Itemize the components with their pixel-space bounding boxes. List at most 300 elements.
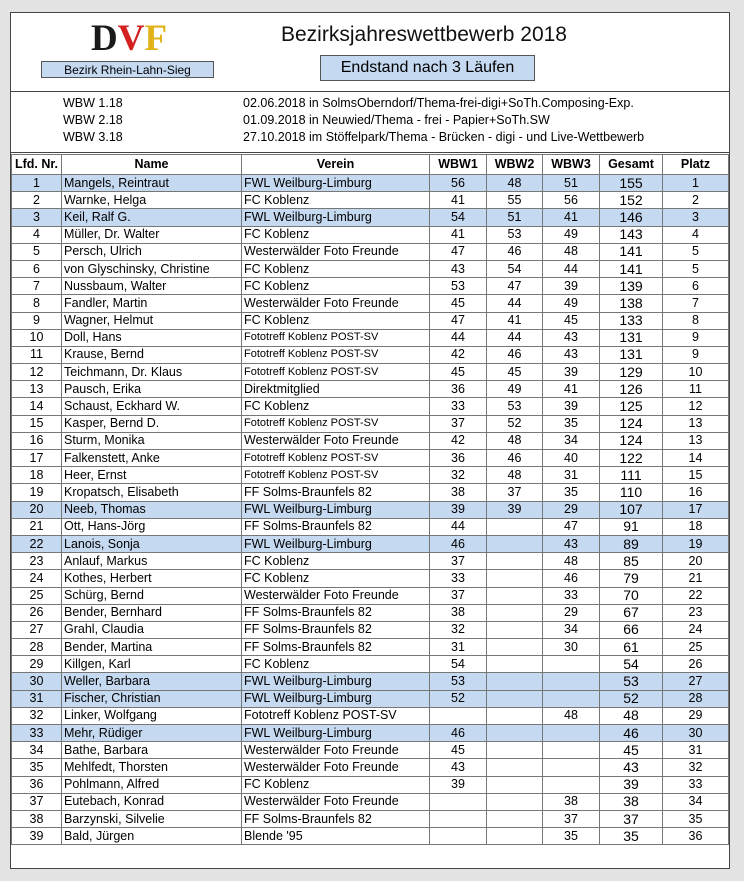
score-wbw3: 40 <box>543 450 600 467</box>
participant-name: Ott, Hans-Jörg <box>62 518 242 535</box>
participant-name: Keil, Ralf G. <box>62 209 242 226</box>
participant-name: Kasper, Bernd D. <box>62 415 242 432</box>
score-total: 66 <box>600 621 663 638</box>
score-wbw2 <box>487 707 543 724</box>
table-row <box>12 725 729 742</box>
score-total: 138 <box>600 295 663 312</box>
score-wbw2: 46 <box>487 243 543 260</box>
rank-place: 1 <box>663 175 729 192</box>
score-wbw3: 33 <box>543 587 600 604</box>
participant-name: Kropatsch, Elisabeth <box>62 484 242 501</box>
score-wbw1: 43 <box>430 260 487 277</box>
participant-name: Heer, Ernst <box>62 467 242 484</box>
score-wbw3 <box>543 673 600 690</box>
table-row <box>12 759 729 776</box>
score-wbw3: 44 <box>543 260 600 277</box>
score-total: 43 <box>600 759 663 776</box>
score-wbw2 <box>487 742 543 759</box>
column-header-wbw3: WBW3 <box>543 155 600 175</box>
club-name: Westerwälder Foto Freunde <box>242 295 430 312</box>
sheet-header <box>11 13 729 92</box>
row-number: 18 <box>12 467 62 484</box>
score-wbw3: 30 <box>543 639 600 656</box>
participant-name: Bender, Martina <box>62 639 242 656</box>
score-total: 85 <box>600 553 663 570</box>
score-total: 79 <box>600 570 663 587</box>
score-wbw1: 36 <box>430 381 487 398</box>
table-row <box>12 570 729 587</box>
row-number: 38 <box>12 810 62 827</box>
score-wbw2: 51 <box>487 209 543 226</box>
rank-place: 15 <box>663 467 729 484</box>
rank-place: 28 <box>663 690 729 707</box>
rank-place: 34 <box>663 793 729 810</box>
score-wbw3 <box>543 759 600 776</box>
score-wbw3: 43 <box>543 346 600 363</box>
score-wbw2 <box>487 690 543 707</box>
run-item <box>11 112 729 129</box>
participant-name: Bender, Bernhard <box>62 604 242 621</box>
participant-name: Krause, Bernd <box>62 346 242 363</box>
table-row <box>12 621 729 638</box>
run-item <box>11 129 729 146</box>
rank-place: 8 <box>663 312 729 329</box>
score-wbw2: 48 <box>487 175 543 192</box>
run-label: WBW 3.18 <box>63 130 123 144</box>
score-total: 107 <box>600 501 663 518</box>
score-wbw1: 53 <box>430 278 487 295</box>
score-wbw1: 45 <box>430 295 487 312</box>
participant-name: Mehlfedt, Thorsten <box>62 759 242 776</box>
score-wbw3: 29 <box>543 604 600 621</box>
score-total: 53 <box>600 673 663 690</box>
score-wbw1: 43 <box>430 759 487 776</box>
row-number: 17 <box>12 450 62 467</box>
score-wbw2: 53 <box>487 398 543 415</box>
score-wbw2: 52 <box>487 415 543 432</box>
score-total: 89 <box>600 535 663 552</box>
rank-place: 14 <box>663 450 729 467</box>
club-name: Blende '95 <box>242 828 430 845</box>
club-name: Fototreff Koblenz POST-SV <box>242 467 430 484</box>
club-name: FF Solms-Braunfels 82 <box>242 810 430 827</box>
score-wbw1: 39 <box>430 501 487 518</box>
score-total: 46 <box>600 725 663 742</box>
score-wbw1: 42 <box>430 432 487 449</box>
row-number: 27 <box>12 621 62 638</box>
score-wbw3: 48 <box>543 707 600 724</box>
column-header-nr: Lfd. Nr. <box>12 155 62 175</box>
runs-list <box>11 92 729 153</box>
score-wbw3: 38 <box>543 793 600 810</box>
club-name: FWL Weilburg-Limburg <box>242 501 430 518</box>
score-total: 141 <box>600 260 663 277</box>
table-row <box>12 553 729 570</box>
rank-place: 27 <box>663 673 729 690</box>
score-wbw1: 54 <box>430 209 487 226</box>
club-name: FF Solms-Braunfels 82 <box>242 484 430 501</box>
results-table <box>11 154 729 845</box>
table-row <box>12 587 729 604</box>
score-wbw2 <box>487 656 543 673</box>
score-wbw2 <box>487 535 543 552</box>
club-name: Direktmitglied <box>242 381 430 398</box>
table-row <box>12 260 729 277</box>
row-number: 4 <box>12 226 62 243</box>
score-wbw1: 38 <box>430 604 487 621</box>
club-name: FF Solms-Braunfels 82 <box>242 621 430 638</box>
run-description: 01.09.2018 in Neuwied/Thema - frei - Papier+SoTh.SW <box>243 113 550 127</box>
row-number: 39 <box>12 828 62 845</box>
club-name: Westerwälder Foto Freunde <box>242 793 430 810</box>
score-wbw2: 44 <box>487 329 543 346</box>
participant-name: Müller, Dr. Walter <box>62 226 242 243</box>
score-wbw2 <box>487 587 543 604</box>
run-description: 02.06.2018 in SolmsOberndorf/Thema-frei-digi+SoTh.Composing-Exp. <box>243 96 634 110</box>
score-wbw2: 54 <box>487 260 543 277</box>
row-number: 9 <box>12 312 62 329</box>
table-row <box>12 278 729 295</box>
score-wbw1: 45 <box>430 742 487 759</box>
score-wbw3: 29 <box>543 501 600 518</box>
table-row <box>12 209 729 226</box>
score-total: 131 <box>600 346 663 363</box>
score-wbw3: 45 <box>543 312 600 329</box>
score-wbw3: 31 <box>543 467 600 484</box>
participant-name: Warnke, Helga <box>62 192 242 209</box>
score-wbw1: 36 <box>430 450 487 467</box>
rank-place: 31 <box>663 742 729 759</box>
score-wbw1: 38 <box>430 484 487 501</box>
participant-name: Bald, Jürgen <box>62 828 242 845</box>
rank-place: 17 <box>663 501 729 518</box>
participant-name: Bathe, Barbara <box>62 742 242 759</box>
row-number: 14 <box>12 398 62 415</box>
column-header-place: Platz <box>663 155 729 175</box>
rank-place: 11 <box>663 381 729 398</box>
club-name: Fototreff Koblenz POST-SV <box>242 329 430 346</box>
score-total: 139 <box>600 278 663 295</box>
score-wbw2: 48 <box>487 467 543 484</box>
row-number: 12 <box>12 364 62 381</box>
row-number: 33 <box>12 725 62 742</box>
row-number: 13 <box>12 381 62 398</box>
score-total: 61 <box>600 639 663 656</box>
score-wbw3 <box>543 776 600 793</box>
club-name: FC Koblenz <box>242 312 430 329</box>
club-name: FC Koblenz <box>242 776 430 793</box>
table-row <box>12 432 729 449</box>
row-number: 28 <box>12 639 62 656</box>
score-wbw3: 41 <box>543 209 600 226</box>
club-name: FC Koblenz <box>242 278 430 295</box>
score-wbw3 <box>543 742 600 759</box>
rank-place: 19 <box>663 535 729 552</box>
rank-place: 3 <box>663 209 729 226</box>
participant-name: Barzynski, Silvelie <box>62 810 242 827</box>
rank-place: 24 <box>663 621 729 638</box>
score-wbw1: 47 <box>430 312 487 329</box>
rank-place: 13 <box>663 432 729 449</box>
score-wbw1: 44 <box>430 329 487 346</box>
score-total: 110 <box>600 484 663 501</box>
row-number: 35 <box>12 759 62 776</box>
score-wbw3 <box>543 725 600 742</box>
score-total: 48 <box>600 707 663 724</box>
score-wbw1: 46 <box>430 725 487 742</box>
participant-name: Wagner, Helmut <box>62 312 242 329</box>
score-wbw3: 34 <box>543 621 600 638</box>
score-wbw2: 44 <box>487 295 543 312</box>
participant-name: Nussbaum, Walter <box>62 278 242 295</box>
participant-name: Mangels, Reintraut <box>62 175 242 192</box>
club-name: FWL Weilburg-Limburg <box>242 690 430 707</box>
score-total: 111 <box>600 467 663 484</box>
rank-place: 23 <box>663 604 729 621</box>
participant-name: Pohlmann, Alfred <box>62 776 242 793</box>
participant-name: Mehr, Rüdiger <box>62 725 242 742</box>
column-header-wbw1: WBW1 <box>430 155 487 175</box>
district-label: Bezirk Rhein-Lahn-Sieg <box>41 61 214 78</box>
score-wbw2 <box>487 639 543 656</box>
row-number: 21 <box>12 518 62 535</box>
rank-place: 5 <box>663 260 729 277</box>
score-wbw1: 52 <box>430 690 487 707</box>
score-wbw3: 48 <box>543 553 600 570</box>
participant-name: Lanois, Sonja <box>62 535 242 552</box>
row-number: 32 <box>12 707 62 724</box>
participant-name: Grahl, Claudia <box>62 621 242 638</box>
rank-place: 36 <box>663 828 729 845</box>
score-wbw2 <box>487 759 543 776</box>
run-description: 27.10.2018 im Stöffelpark/Thema - Brücken - digi - und Live-Wettbewerb <box>243 130 645 144</box>
score-wbw2 <box>487 776 543 793</box>
club-name: FC Koblenz <box>242 570 430 587</box>
score-wbw2: 39 <box>487 501 543 518</box>
score-wbw3: 49 <box>543 226 600 243</box>
club-name: FWL Weilburg-Limburg <box>242 535 430 552</box>
score-wbw2: 41 <box>487 312 543 329</box>
score-total: 155 <box>600 175 663 192</box>
score-wbw2: 49 <box>487 381 543 398</box>
score-wbw3 <box>543 690 600 707</box>
score-wbw3: 49 <box>543 295 600 312</box>
score-wbw2 <box>487 553 543 570</box>
run-label: WBW 1.18 <box>63 96 123 110</box>
score-wbw3: 39 <box>543 364 600 381</box>
participant-name: Anlauf, Markus <box>62 553 242 570</box>
row-number: 24 <box>12 570 62 587</box>
score-wbw1: 44 <box>430 518 487 535</box>
row-number: 26 <box>12 604 62 621</box>
participant-name: Schaust, Eckhard W. <box>62 398 242 415</box>
table-row <box>12 639 729 656</box>
score-wbw3: 35 <box>543 828 600 845</box>
column-header-wbw2: WBW2 <box>487 155 543 175</box>
row-number: 3 <box>12 209 62 226</box>
score-wbw1: 53 <box>430 673 487 690</box>
club-name: FC Koblenz <box>242 398 430 415</box>
score-wbw1 <box>430 810 487 827</box>
row-number: 11 <box>12 346 62 363</box>
score-wbw1: 37 <box>430 553 487 570</box>
score-total: 131 <box>600 329 663 346</box>
table-row <box>12 656 729 673</box>
score-wbw3: 43 <box>543 329 600 346</box>
score-total: 35 <box>600 828 663 845</box>
score-wbw2: 37 <box>487 484 543 501</box>
score-wbw1: 37 <box>430 587 487 604</box>
table-row <box>12 467 729 484</box>
table-row <box>12 312 729 329</box>
table-row <box>12 450 729 467</box>
score-total: 152 <box>600 192 663 209</box>
score-wbw1: 39 <box>430 776 487 793</box>
score-wbw2 <box>487 725 543 742</box>
row-number: 19 <box>12 484 62 501</box>
participant-name: Linker, Wolfgang <box>62 707 242 724</box>
row-number: 5 <box>12 243 62 260</box>
score-wbw1: 41 <box>430 192 487 209</box>
rank-place: 20 <box>663 553 729 570</box>
participant-name: Killgen, Karl <box>62 656 242 673</box>
row-number: 34 <box>12 742 62 759</box>
participant-name: von Glyschinsky, Christine <box>62 260 242 277</box>
club-name: FWL Weilburg-Limburg <box>242 209 430 226</box>
table-row <box>12 346 729 363</box>
score-total: 39 <box>600 776 663 793</box>
score-total: 133 <box>600 312 663 329</box>
rank-place: 12 <box>663 398 729 415</box>
rank-place: 35 <box>663 810 729 827</box>
table-row <box>12 226 729 243</box>
score-wbw1: 54 <box>430 656 487 673</box>
score-wbw2 <box>487 604 543 621</box>
participant-name: Weller, Barbara <box>62 673 242 690</box>
score-total: 126 <box>600 381 663 398</box>
table-row <box>12 192 729 209</box>
rank-place: 9 <box>663 346 729 363</box>
rank-place: 30 <box>663 725 729 742</box>
row-number: 6 <box>12 260 62 277</box>
score-wbw2 <box>487 570 543 587</box>
participant-name: Teichmann, Dr. Klaus <box>62 364 242 381</box>
score-wbw3 <box>543 656 600 673</box>
table-row <box>12 828 729 845</box>
table-row <box>12 329 729 346</box>
score-wbw1 <box>430 828 487 845</box>
club-name: Fototreff Koblenz POST-SV <box>242 707 430 724</box>
table-row <box>12 707 729 724</box>
score-wbw3: 39 <box>543 278 600 295</box>
participant-name: Neeb, Thomas <box>62 501 242 518</box>
club-name: FC Koblenz <box>242 260 430 277</box>
table-row <box>12 398 729 415</box>
rank-place: 32 <box>663 759 729 776</box>
score-wbw1: 37 <box>430 415 487 432</box>
score-wbw1: 32 <box>430 621 487 638</box>
club-name: FF Solms-Braunfels 82 <box>242 639 430 656</box>
row-number: 10 <box>12 329 62 346</box>
club-name: FC Koblenz <box>242 192 430 209</box>
score-wbw2: 46 <box>487 450 543 467</box>
rank-place: 13 <box>663 415 729 432</box>
rank-place: 7 <box>663 295 729 312</box>
score-total: 91 <box>600 518 663 535</box>
score-wbw3: 48 <box>543 243 600 260</box>
score-total: 141 <box>600 243 663 260</box>
dvf-logo: DVF <box>91 18 168 59</box>
table-row <box>12 742 729 759</box>
rank-place: 4 <box>663 226 729 243</box>
table-row <box>12 243 729 260</box>
row-number: 2 <box>12 192 62 209</box>
rank-place: 22 <box>663 587 729 604</box>
score-wbw2 <box>487 810 543 827</box>
rank-place: 5 <box>663 243 729 260</box>
club-name: FC Koblenz <box>242 656 430 673</box>
rank-place: 9 <box>663 329 729 346</box>
score-wbw2 <box>487 518 543 535</box>
row-number: 30 <box>12 673 62 690</box>
score-wbw1: 46 <box>430 535 487 552</box>
table-row <box>12 501 729 518</box>
score-wbw2: 47 <box>487 278 543 295</box>
score-total: 122 <box>600 450 663 467</box>
column-header-club: Verein <box>242 155 430 175</box>
score-total: 124 <box>600 415 663 432</box>
participant-name: Doll, Hans <box>62 329 242 346</box>
row-number: 23 <box>12 553 62 570</box>
score-total: 37 <box>600 810 663 827</box>
score-wbw1: 56 <box>430 175 487 192</box>
status-label: Endstand nach 3 Läufen <box>320 55 535 81</box>
club-name: Westerwälder Foto Freunde <box>242 742 430 759</box>
club-name: Fototreff Koblenz POST-SV <box>242 450 430 467</box>
score-wbw2 <box>487 673 543 690</box>
score-wbw2: 55 <box>487 192 543 209</box>
club-name: FC Koblenz <box>242 553 430 570</box>
club-name: Westerwälder Foto Freunde <box>242 432 430 449</box>
club-name: Fototreff Koblenz POST-SV <box>242 346 430 363</box>
row-number: 31 <box>12 690 62 707</box>
score-wbw3: 46 <box>543 570 600 587</box>
rank-place: 18 <box>663 518 729 535</box>
rank-place: 29 <box>663 707 729 724</box>
score-wbw3: 56 <box>543 192 600 209</box>
rank-place: 10 <box>663 364 729 381</box>
club-name: Westerwälder Foto Freunde <box>242 243 430 260</box>
row-number: 37 <box>12 793 62 810</box>
score-total: 125 <box>600 398 663 415</box>
score-wbw3: 51 <box>543 175 600 192</box>
club-name: FWL Weilburg-Limburg <box>242 673 430 690</box>
column-header-name: Name <box>62 155 242 175</box>
table-row <box>12 776 729 793</box>
score-wbw1: 32 <box>430 467 487 484</box>
score-wbw3: 34 <box>543 432 600 449</box>
run-item <box>11 95 729 112</box>
score-total: 45 <box>600 742 663 759</box>
row-number: 16 <box>12 432 62 449</box>
club-name: FWL Weilburg-Limburg <box>242 725 430 742</box>
table-row <box>12 690 729 707</box>
participant-name: Eutebach, Konrad <box>62 793 242 810</box>
table-row <box>12 793 729 810</box>
row-number: 7 <box>12 278 62 295</box>
club-name: FF Solms-Braunfels 82 <box>242 604 430 621</box>
score-wbw3: 35 <box>543 415 600 432</box>
